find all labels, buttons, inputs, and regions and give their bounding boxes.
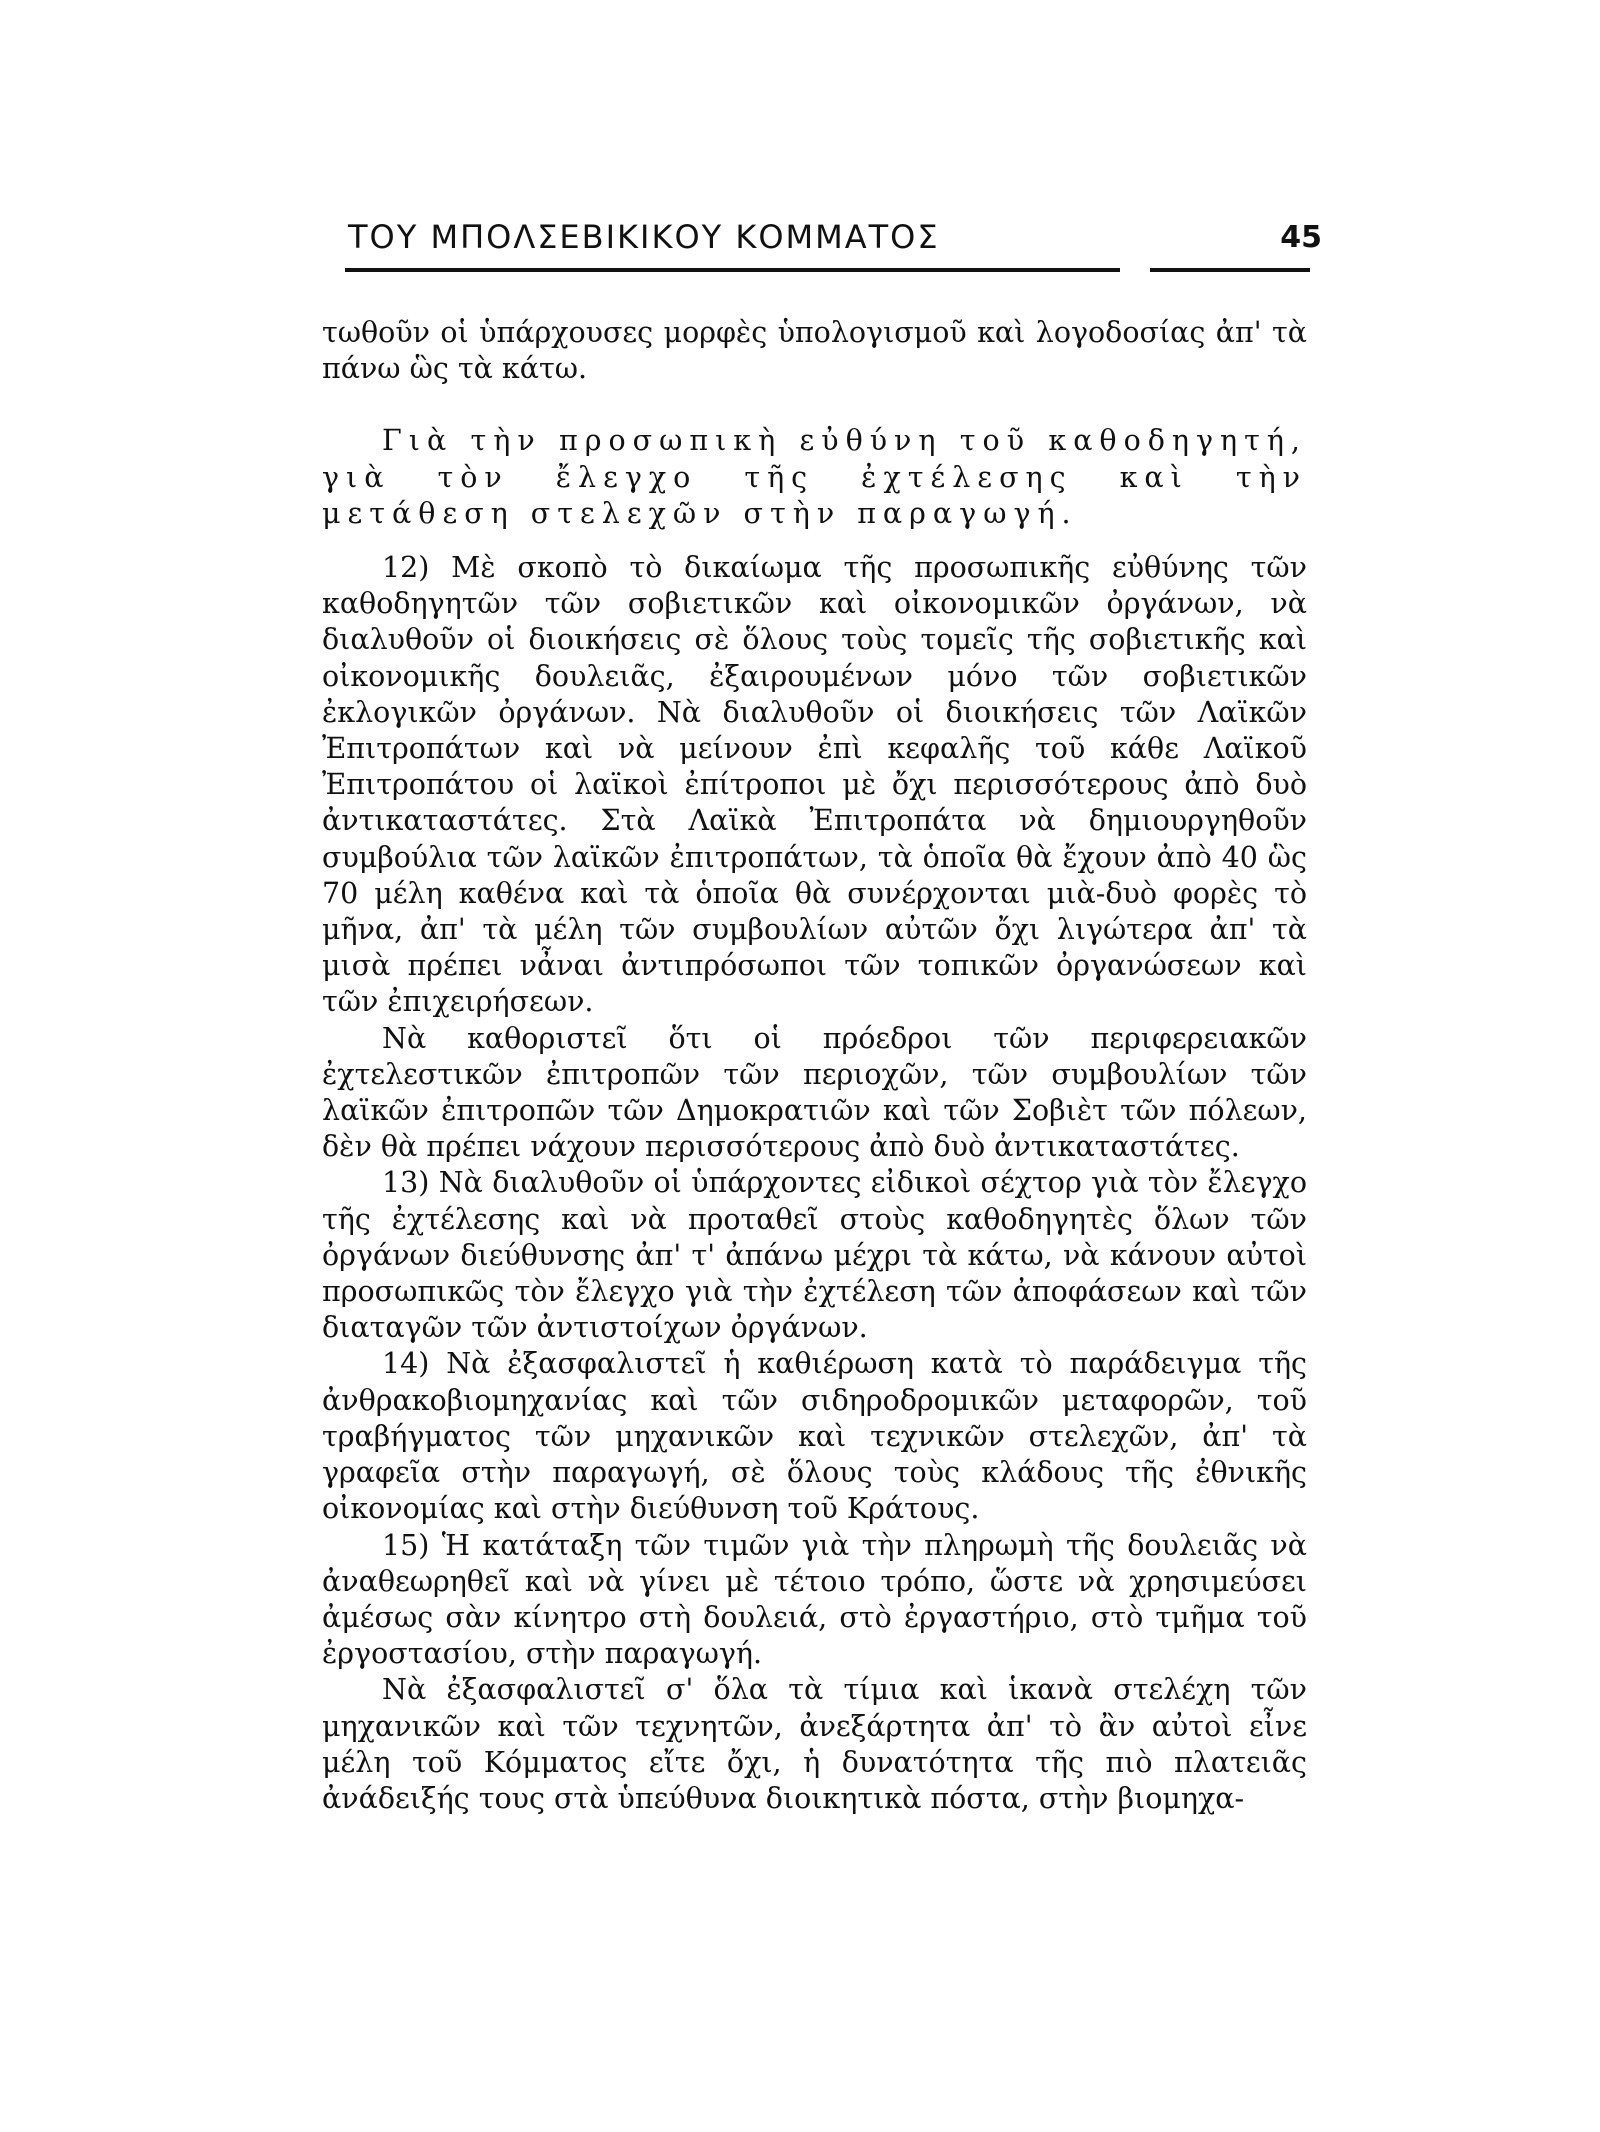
page-number: 45 xyxy=(1280,220,1322,255)
body-text xyxy=(322,315,1307,1817)
paragraph-14: 14) Νὰ ἐξασφαλιστεῖ ἡ καθιέρωση κατὰ τὸ παράδειγμα τῆς ἀνθρακοβιομηχανίας καὶ τῶν σιδηροδρομικῶν μεταφορῶν, τοῦ τραβήγματος τῶν μηχανικῶν καὶ τεχνικῶν στελεχῶν, ἀπ' τὰ γραφεῖα στὴν παραγωγή, σὲ ὅλους τοὺς κλάδους τῆς ἐθνικῆς οἰκονομίας καὶ στὴν διεύθυνση τοῦ Κράτους. xyxy=(322,1347,1307,1526)
paragraph-12: 12) Μὲ σκοπὸ τὸ δικαίωμα τῆς προσωπικῆς εὐθύνης τῶν καθοδηγητῶν τῶν σοβιετικῶν καὶ οἰκονομικῶν ὀργάνων, νὰ διαλυθοῦν οἱ διοικήσεις σὲ ὅλους τοὺς τομεῖς τῆς σοβιετικῆς καὶ οἰκονομικῆς δουλειᾶς, ἐξαιρουμένων μόνο τῶν σοβιετικῶν ἐκλογικῶν ὀργάνων. Νὰ διαλυθοῦν οἱ διοικήσεις τῶν Λαϊκῶν Ἐπιτροπάτων καὶ νὰ μείνουν ἐπὶ κεφαλῆς τοῦ κάθε Λαϊκοῦ Ἐπιτροπάτου οἱ λαϊκοὶ ἐπίτροποι μὲ ὄχι περισσότερους ἀπὸ δυὸ ἀντικαταστάτες. Στὰ Λαϊκὰ Ἐπιτροπάτα νὰ δημιουργηθοῦν συμβούλια τῶν λαϊκῶν ἐπιτροπάτων, τὰ ὁποῖα θὰ ἔχουν ἀπὸ 40 ὣς 70 μέλη καθένα καὶ τὰ ὁποῖα θὰ συνέρχονται μιὰ-δυὸ φορὲς τὸ μῆνα, ἀπ' τὰ μέλη τῶν συμβουλίων αὐτῶν ὄχι λιγώτερα ἀπ' τὰ μισὰ πρέπει νἆναι ἀντιπρόσωποι τῶν τοπικῶν ὀργανώσεων καὶ τῶν ἐπιχειρήσεων. xyxy=(322,551,1307,1019)
header-rule xyxy=(345,268,1120,272)
paragraph-13: 13) Νὰ διαλυθοῦν οἱ ὑπάρχοντες εἰδικοὶ σέχτορ γιὰ τὸν ἔλεγχο τῆς ἐχτέλεσης καὶ νὰ προταθεῖ στοὺς καθοδηγητὲς ὅλων τῶν ὀργάνων διεύθυνσης ἀπ' τ' ἀπάνω μέχρι τὰ κάτω, νὰ κάνουν αὐτοὶ προσωπικῶς τὸν ἔλεγχο γιὰ τὴν ἐχτέλεση τῶν ἀποφάσεων καὶ τῶν διαταγῶν τῶν ἀντιστοίχων ὀργάνων. xyxy=(322,1166,1307,1345)
paragraph-15-continued: Νὰ ἐξασφαλιστεῖ σ' ὅλα τὰ τίμια καὶ ἱκανὰ στελέχη τῶν μηχανικῶν καὶ τῶν τεχνητῶν, ἀνεξάρτητα ἀπ' τὸ ἂν αὐτοὶ εἶνε μέλη τοῦ Κόμματος εἴτε ὄχι, ἡ δυνατότητα τῆς πιὸ πλατειᾶς ἀνάδειξής τους στὰ ὑπεύθυνα διοικητικὰ πόστα, στὴν βιομηχα- xyxy=(322,1673,1307,1815)
paragraph-15: 15) Ἡ κατάταξη τῶν τιμῶν γιὰ τὴν πληρωμὴ τῆς δουλειᾶς νὰ ἀναθεωρηθεῖ καὶ νὰ γίνει μὲ τέτοιο τρόπο, ὥστε νὰ χρησιμεύσει ἀμέσως σὰν κίνητρο στὴ δουλειά, στὸ ἐργαστήριο, στὸ τμῆμα τοῦ ἐργοστασίου, στὴν παραγωγή. xyxy=(322,1528,1307,1671)
header-rule-short xyxy=(1150,268,1310,272)
paragraph-continuation: τωθοῦν οἱ ὑπάρχουσες μορφὲς ὑπολογισμοῦ καὶ λογοδοσίας ἀπ' τὰ πάνω ὣς τὰ κάτω. xyxy=(322,316,1307,386)
section-heading: Γιὰ τὴν προσωπικὴ εὐθύνη τοῦ καθοδηγητή, γιὰ τὸν ἔλεγχο τῆς ἐχτέλεσης καὶ τὴν μετάθεση στελεχῶν στὴν παραγωγή. xyxy=(322,424,1307,530)
paragraph-12-continued: Νὰ καθοριστεῖ ὅτι οἱ πρόεδροι τῶν περιφερειακῶν ἐχτελεστικῶν ἐπιτροπῶν τῶν περιοχῶν, τῶν συμβουλίων τῶν λαϊκῶν ἐπιτροπῶν τῶν Δημοκρατιῶν καὶ τῶν Σοβιὲτ τῶν πόλεων, δὲν θὰ πρέπει νάχουν περισσότερους ἀπὸ δυὸ ἀντικαταστάτες. xyxy=(322,1021,1307,1164)
running-title: ΤΟΥ ΜΠΟΛΣΕΒΙΚΙΚΟΥ ΚΟΜΜΑΤΟΣ xyxy=(348,218,940,256)
